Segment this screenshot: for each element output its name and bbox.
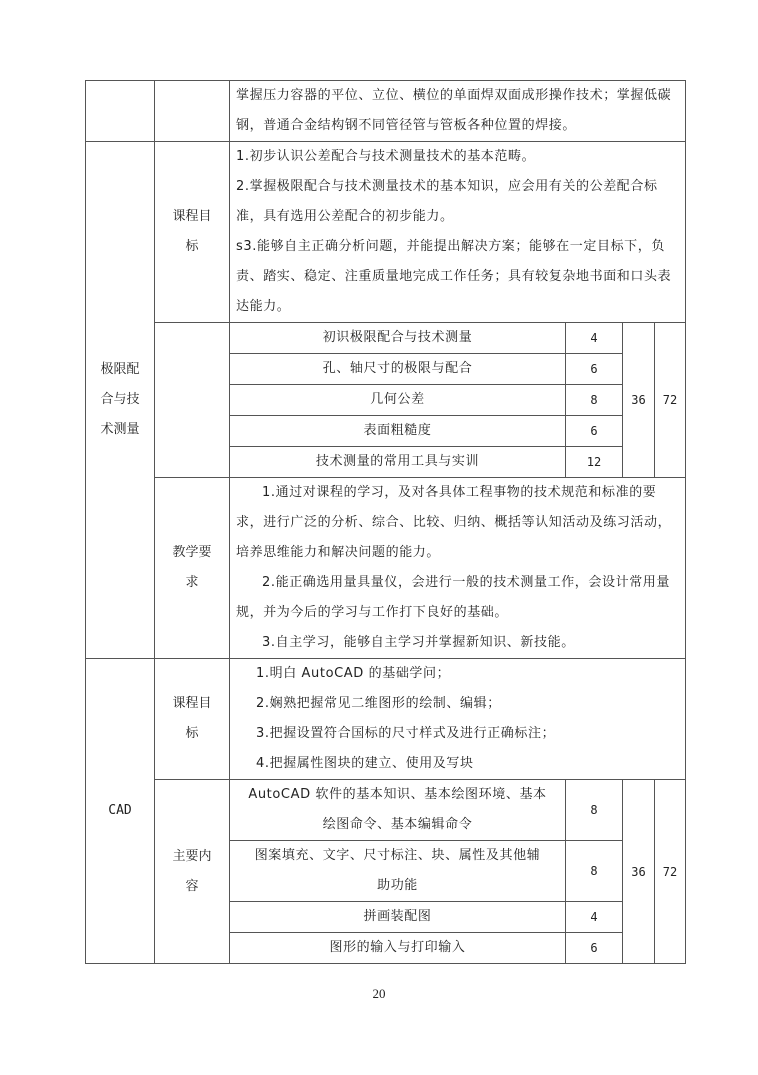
content-item: 孔、轴尺寸的极限与配合: [230, 354, 566, 385]
subject-cell: 极限配 合与技 术测量: [86, 142, 155, 659]
table-row: [86, 142, 686, 323]
subtotal-cell: 36: [623, 780, 655, 964]
hours-cell: 6: [566, 354, 623, 385]
table-row: [86, 780, 686, 841]
total-cell: 72: [655, 323, 686, 478]
category-cell-objectives: 课程目 标: [155, 142, 230, 323]
content-item: 图形的输入与打印输入: [230, 933, 566, 964]
table-row: [86, 659, 686, 780]
hours-cell: 8: [566, 780, 623, 841]
category-cell: [155, 81, 230, 142]
content-item: 技术测量的常用工具与实训: [230, 447, 566, 478]
category-cell-content: [155, 323, 230, 478]
table-row: [86, 478, 686, 659]
content-item: 几何公差: [230, 385, 566, 416]
content-item: 图案填充、文字、尺寸标注、块、属性及其他辅 助功能: [230, 841, 566, 902]
hours-cell: 8: [566, 841, 623, 902]
hours-cell: 12: [566, 447, 623, 478]
requirements-text: 1.通过对课程的学习，及对各具体工程事物的技术规范和标准的要求，进行广泛的分析、综合、比较、归纳、概括等认知活动及练习活动，培养思维能力和解决问题的能力。 2.能正确选用量具量仪，会进行一般的技术测量工作，会设计常用量规，并为今后的学习与工作打下良好的基础。 3.自主学习，能够自主学习并掌握新知识、新技能。: [230, 478, 686, 659]
hours-cell: 8: [566, 385, 623, 416]
content-item: 表面粗糙度: [230, 416, 566, 447]
curriculum-table: [85, 80, 686, 964]
hours-cell: 6: [566, 933, 623, 964]
hours-cell: 6: [566, 416, 623, 447]
content-item: 初识极限配合与技术测量: [230, 323, 566, 354]
hours-cell: 4: [566, 323, 623, 354]
subject-cell: [86, 81, 155, 142]
objectives-text: 1.初步认识公差配合与技术测量技术的基本范畴。 2.掌握极限配合与技术测量技术的基本知识，应会用有关的公差配合标准，具有选用公差配合的初步能力。 s3.能够自主正确分析问题，并能提出解决方案；能够在一定目标下，负责、踏实、稳定、注重质量地完成工作任务；具有较复杂地书面和口头表达能力。: [230, 142, 686, 323]
category-cell-content: 主要内 容: [155, 780, 230, 964]
category-cell-objectives: 课程目 标: [155, 659, 230, 780]
subject-cell: CAD: [86, 659, 155, 964]
objectives-text: 1.明白 AutoCAD 的基础学问； 2.娴熟把握常见二维图形的绘制、编辑； 3.把握设置符合国标的尺寸样式及进行正确标注； 4.把握属性图块的建立、使用及写块: [230, 659, 686, 780]
page-number: 20: [372, 986, 386, 1001]
table-row: [86, 323, 686, 354]
total-cell: 72: [655, 780, 686, 964]
content-item: AutoCAD 软件的基本知识、基本绘图环境、基本 绘图命令、基本编辑命令: [230, 780, 566, 841]
category-cell-requirements: 教学要 求: [155, 478, 230, 659]
content-item: 拼画装配图: [230, 902, 566, 933]
subtotal-cell: 36: [623, 323, 655, 478]
table-row: [86, 81, 686, 142]
continuation-text: 掌握压力容器的平位、立位、横位的单面焊双面成形操作技术；掌握低碳钢，普通合金结构钢不同管径管与管板各种位置的焊接。: [230, 81, 686, 142]
hours-cell: 4: [566, 902, 623, 933]
